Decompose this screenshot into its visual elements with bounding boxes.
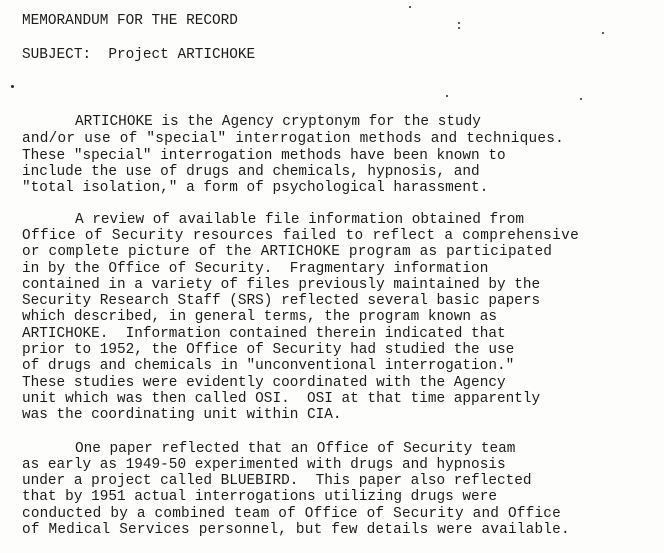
paragraph-line: These "special" interrogation methods have been known to [22,148,506,164]
paragraph-line: and/or use of "special" interrogation methods and techniques. [22,131,565,147]
paragraph-line: ARTICHOKE is the Agency cryptonym for the study [75,114,481,130]
paragraph-line: under a project called BLUEBIRD. This paper also reflected [22,473,532,489]
paragraph-line: unit which was then called OSI. OSI at that time apparently [22,391,541,407]
memo-subject: SUBJECT: Project ARTICHOKE [22,47,256,63]
scan-speck [458,27,460,29]
paragraph-line: as early as 1949-50 experimented with drugs and hypnosis [22,457,506,473]
scan-speck [446,95,448,97]
paragraph-line: was the coordinating unit within CIA. [22,407,342,423]
scan-speck [409,6,411,8]
paragraph-line: A review of available file information obtained from [75,212,525,228]
paragraph-line: of drugs and chemicals in "unconventional interrogation." [22,358,515,374]
scan-speck [602,32,604,34]
paragraph-line: Security Research Staff (SRS) reflected several basic papers [22,293,541,309]
memo-heading: MEMORANDUM FOR THE RECORD [22,13,238,29]
paragraph-line: or complete picture of the ARTICHOKE program as participated [22,244,553,260]
paragraph-line: prior to 1952, the Office of Security had studied the use [22,342,515,358]
scan-speck [11,85,14,88]
paragraph-line: These studies were evidently coordinated with the Agency [22,375,506,391]
paragraph-line: ARTICHOKE. Information contained therein indicated that [22,326,506,342]
paragraph-line: Office of Security resources failed to reflect a comprehensive [22,228,580,244]
scan-speck [458,22,460,24]
paragraph-line: include the use of drugs and chemicals, hypnosis, and [22,164,480,180]
paragraph-line: "total isolation," a form of psychological harassment. [22,180,489,196]
paragraph-line: which described, in general terms, the program known as [22,309,497,325]
paragraph-line: in by the Office of Security. Fragmentary information [22,261,489,277]
paragraph-line: contained in a variety of files previously maintained by the [22,277,541,293]
paragraph-line: One paper reflected that an Office of Security team [75,441,516,457]
scan-speck [580,98,582,100]
paragraph-line: of Medical Services personnel, but few details were available. [22,522,570,538]
paragraph-line: conducted by a combined team of Office of Security and Office [22,506,561,522]
paragraph-line: that by 1951 actual interrogations utilizing drugs were [22,489,497,505]
